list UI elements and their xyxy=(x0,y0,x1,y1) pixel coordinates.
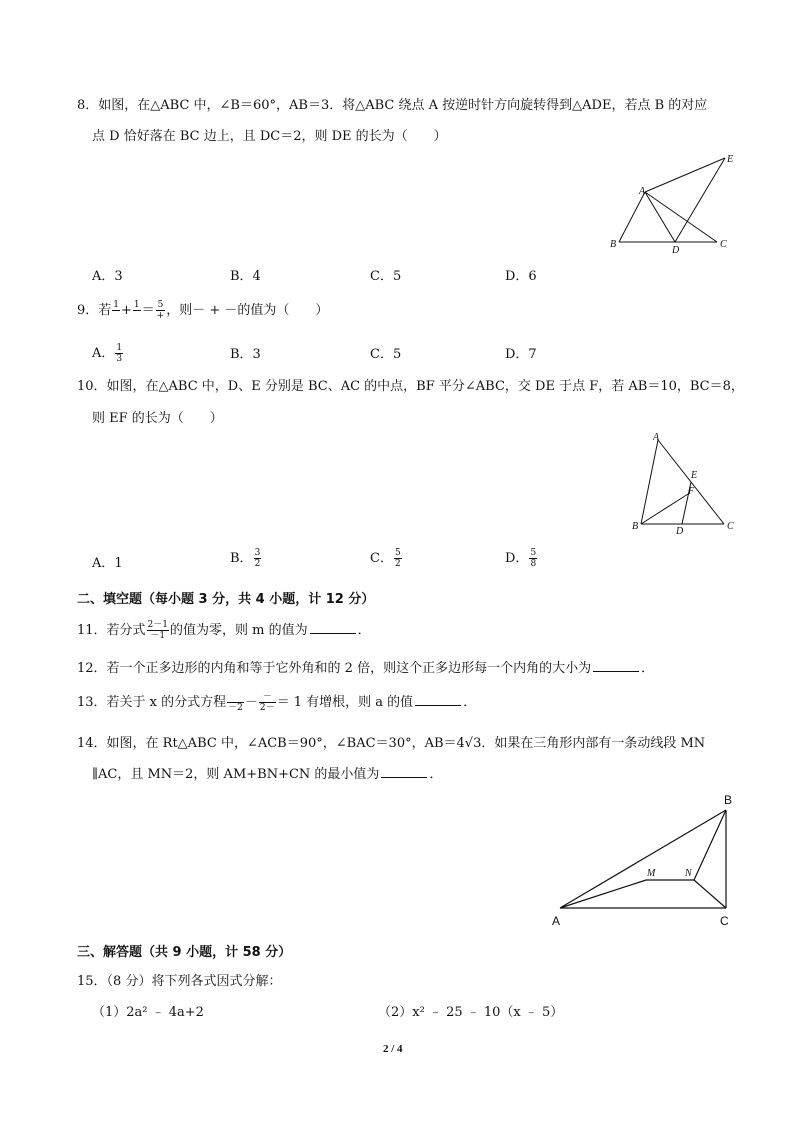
q10-label-f: F xyxy=(688,486,695,497)
q10-option-a: A．1 xyxy=(92,556,123,571)
q8-option-b: B．4 xyxy=(230,269,261,284)
q8-label-d: D xyxy=(672,245,680,256)
q11-answer-blank[interactable] xyxy=(310,621,356,634)
q8-line2: 点 D 恰好落在 BC 边上，且 DC＝2，则 DE 的长为（ ） xyxy=(92,129,447,144)
section-3-title: 三、解答题（共 9 小题，计 58 分） xyxy=(77,945,292,960)
q8-label-e: E xyxy=(727,154,734,165)
q14-label-c: C xyxy=(720,914,729,928)
q14-figure xyxy=(548,788,748,933)
q14-label-b: B xyxy=(724,793,733,807)
q10-option-d: D． $\frac{5}{8}$ xyxy=(505,548,537,569)
q15-part1: （1）2a² ﹣ 4a+2 xyxy=(92,1005,204,1020)
q9-option-c: C．5 xyxy=(370,347,402,362)
q10-label-e: E xyxy=(691,470,698,481)
q11: 11．若分式 $\frac{2-1}{-1}$ 的值为零，则 m 的值为 ． xyxy=(77,620,371,641)
q10-label-b: B xyxy=(632,521,639,532)
q14-label-a: A xyxy=(552,914,561,928)
q10-option-b: B． $\frac{3}{2}$ xyxy=(230,548,261,569)
q9-stem: 9．若 1 + 1 ＝ $\frac{5}{+}$ ，则－ + －的值为（ ） xyxy=(77,300,329,321)
q14-label-m: M xyxy=(647,868,656,879)
q13-answer-blank[interactable] xyxy=(415,693,461,706)
q14-label-n: N xyxy=(685,868,692,879)
q8-option-c: C．5 xyxy=(370,269,402,284)
q8-label-b: B xyxy=(610,239,617,250)
page-number: 2 / 4 xyxy=(383,1043,403,1055)
q10-label-c: C xyxy=(727,521,734,532)
q10-label-a: A xyxy=(653,432,660,443)
q15-head: 15．（8 分）将下列各式因式分解： xyxy=(77,974,282,989)
q9-option-a: A． $\frac{1}{3}$ xyxy=(92,343,123,364)
q12: 12．若一个正多边形的内角和等于它外角和的 2 倍，则这个正多边形每一个内角的大小为 ． xyxy=(77,661,655,676)
q9-option-b: B．3 xyxy=(230,347,261,362)
q8-option-a: A．3 xyxy=(92,269,123,284)
q12-answer-blank[interactable] xyxy=(593,659,639,672)
q8-line1: 8．如图，在△ABC 中，∠B＝60°，AB＝3．将△ABC 绕点 A 按逆时针方向旋转得到△ADE，若点 B 的对应 xyxy=(77,98,708,113)
q9-option-d: D．7 xyxy=(505,347,537,362)
q8-option-d: D．6 xyxy=(505,269,537,284)
q14-answer-blank[interactable] xyxy=(381,765,427,778)
q15-part2: （2）x² ﹣ 25 ﹣ 10（x ﹣ 5） xyxy=(378,1005,564,1020)
q10-line2: 则 EF 的长为（ ） xyxy=(92,411,223,426)
q10-option-c: C． $\frac{5}{2}$ xyxy=(370,548,401,569)
q14-line2: ∥AC，且 MN＝2，则 AM+BN+CN 的最小值为 ． xyxy=(92,767,443,782)
q13: 13．若关于 x 的分式方程 －2 － $\frac{-}{2-}$ ＝ 1 有增根，则 a 的值 ． xyxy=(77,692,477,713)
q8-figure xyxy=(605,150,745,260)
q8-label-a: A xyxy=(639,186,646,197)
q10-label-d: D xyxy=(676,526,684,537)
section-2-title: 二、填空题（每小题 3 分，共 4 小题，计 12 分） xyxy=(77,592,375,607)
q8-label-c: C xyxy=(720,239,727,250)
q10-figure xyxy=(625,430,745,540)
q14-line1: 14．如图，在 Rt△ABC 中，∠ACB＝90°，∠BAC＝30°，AB＝4√3．如果在三角形内部有一条动线段 MN xyxy=(77,736,706,751)
q10-line1: 10．如图，在△ABC 中，D、E 分别是 BC、AC 的中点，BF 平分∠ABC，交 DE 于点 F，若 AB＝10，BC＝8， xyxy=(77,379,744,394)
